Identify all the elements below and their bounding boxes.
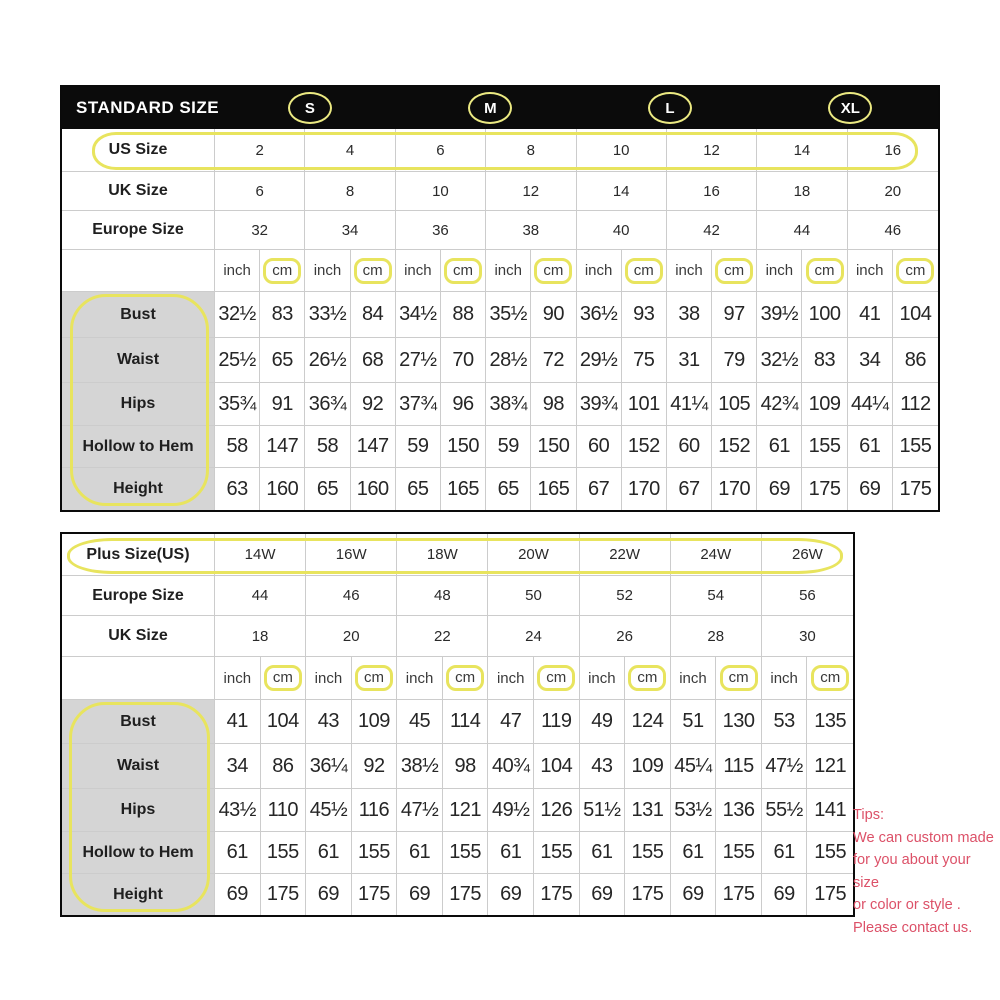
measure-value-cell: 130 [716,700,762,744]
measure-row-label: Hips [62,383,215,426]
size-value-cell: 16W [306,534,397,576]
cm-highlight-box: cm [263,258,301,284]
size-value-cell: 40 [577,211,667,250]
measure-value-cell: 165 [441,468,486,510]
size-row-label: Plus Size(US) [62,534,215,576]
measure-value-cell: 91 [260,383,305,426]
measure-value-cell: 152 [622,426,667,468]
measure-value-cell: 36¾ [305,383,350,426]
measure-value-cell: 59 [396,426,441,468]
size-value-cell: 12 [667,129,757,172]
unit-inch-cell: inch [580,657,626,700]
measure-value-cell: 47½ [762,744,808,789]
table-header-bar [62,87,938,129]
measure-value-cell: 175 [261,874,307,915]
measure-value-cell: 175 [534,874,580,915]
size-value-cell: 16 [667,172,757,211]
size-value-cell: 44 [757,211,847,250]
measure-row-label: Bust [62,292,215,338]
measure-value-cell: 119 [534,700,580,744]
size-letter-ellipse: S [288,92,332,124]
measure-value-cell: 51½ [580,789,626,832]
unit-row-spacer [62,657,215,700]
unit-cm-cell [260,250,305,292]
measure-value-cell: 155 [625,832,671,874]
size-value-cell: 46 [306,576,397,616]
size-value-cell: 20 [306,616,397,657]
unit-inch-cell: inch [762,657,808,700]
size-value-cell: 18 [215,616,306,657]
measure-value-cell: 40¾ [488,744,534,789]
measure-value-cell: 32½ [215,292,260,338]
measure-value-cell: 98 [443,744,489,789]
measure-value-cell: 60 [577,426,622,468]
measure-value-cell: 35½ [486,292,531,338]
measure-value-cell: 135 [807,700,853,744]
size-value-cell: 38 [486,211,576,250]
measure-value-cell: 53 [762,700,808,744]
measure-value-cell: 69 [306,874,352,915]
measure-value-cell: 37¾ [396,383,441,426]
measure-value-cell: 165 [531,468,576,510]
measure-value-cell: 72 [531,338,576,383]
measure-value-cell: 69 [848,468,893,510]
measure-value-cell: 31 [667,338,712,383]
measure-value-cell: 36¼ [306,744,352,789]
size-value-cell: 10 [396,172,486,211]
measure-value-cell: 155 [352,832,398,874]
size-row-label: US Size [62,129,215,172]
measure-value-cell: 86 [261,744,307,789]
cm-highlight-box: cm [355,665,393,691]
unit-cm-cell [712,250,757,292]
table-title: STANDARD SIZE [76,98,220,117]
measure-value-cell: 47 [488,700,534,744]
measure-value-cell: 170 [712,468,757,510]
measure-row-label: Hollow to Hem [62,426,215,468]
unit-inch-cell: inch [396,250,441,292]
cm-highlight-box: cm [537,665,575,691]
cm-highlight-box: cm [444,258,482,284]
unit-inch-cell: inch [215,250,260,292]
measure-value-cell: 96 [441,383,486,426]
size-value-cell: 4 [305,129,395,172]
unit-inch-cell: inch [577,250,622,292]
unit-inch-cell: inch [667,250,712,292]
measure-value-cell: 109 [802,383,847,426]
cm-highlight-box: cm [354,258,392,284]
measure-value-cell: 83 [802,338,847,383]
cm-highlight-box: cm [715,258,753,284]
measure-value-cell: 69 [580,874,626,915]
measure-value-cell: 69 [215,874,261,915]
unit-cm-cell [716,657,762,700]
unit-inch-cell: inch [397,657,443,700]
size-value-cell: 24W [671,534,762,576]
measure-value-cell: 92 [351,383,396,426]
size-value-cell: 2 [215,129,305,172]
measure-value-cell: 47½ [397,789,443,832]
measure-value-cell: 75 [622,338,667,383]
measure-value-cell: 25½ [215,338,260,383]
measure-value-cell: 61 [762,832,808,874]
unit-inch-cell: inch [671,657,717,700]
measure-value-cell: 152 [712,426,757,468]
measure-value-cell: 69 [488,874,534,915]
measure-value-cell: 58 [215,426,260,468]
measure-value-cell: 155 [802,426,847,468]
measure-value-cell: 43 [306,700,352,744]
tips-title: Tips: [853,807,885,823]
measure-value-cell: 42¾ [757,383,802,426]
measure-value-cell: 35¾ [215,383,260,426]
measure-value-cell: 43 [580,744,626,789]
measure-value-cell: 38¾ [486,383,531,426]
measure-value-cell: 83 [260,292,305,338]
unit-inch-cell: inch [757,250,802,292]
measure-value-cell: 61 [397,832,443,874]
measure-value-cell: 53½ [671,789,717,832]
size-letter-ellipse: M [468,92,512,124]
measure-value-cell: 155 [443,832,489,874]
measure-value-cell: 92 [352,744,398,789]
measure-row-label: Height [62,874,215,915]
size-value-cell: 26 [580,616,671,657]
size-value-cell: 14 [757,129,847,172]
unit-cm-cell [622,250,667,292]
measure-value-cell: 55½ [762,789,808,832]
measure-value-cell: 104 [261,700,307,744]
size-letter-ellipse: L [648,92,692,124]
measure-value-cell: 43½ [215,789,261,832]
tips-line: for you about your size [853,852,971,891]
size-row-label: Europe Size [62,211,215,250]
unit-row-spacer [62,250,215,292]
measure-value-cell: 69 [671,874,717,915]
cm-highlight-box: cm [264,665,302,691]
measure-value-cell: 67 [667,468,712,510]
size-value-cell: 54 [671,576,762,616]
unit-inch-cell: inch [306,657,352,700]
unit-inch-cell: inch [486,250,531,292]
measure-row-label: Bust [62,700,215,744]
size-value-cell: 18 [757,172,847,211]
measure-value-cell: 90 [531,292,576,338]
size-value-cell: 18W [397,534,488,576]
measure-value-cell: 61 [215,832,261,874]
measure-value-cell: 86 [893,338,938,383]
measure-value-cell: 39½ [757,292,802,338]
measure-value-cell: 116 [352,789,398,832]
measure-value-cell: 101 [622,383,667,426]
measure-value-cell: 27½ [396,338,441,383]
measure-value-cell: 155 [534,832,580,874]
measure-value-cell: 112 [893,383,938,426]
unit-cm-cell [443,657,489,700]
measure-value-cell: 45¼ [671,744,717,789]
size-value-cell: 8 [486,129,576,172]
measure-value-cell: 65 [260,338,305,383]
measure-value-cell: 93 [622,292,667,338]
measure-value-cell: 41 [215,700,261,744]
measure-value-cell: 175 [443,874,489,915]
measure-value-cell: 69 [762,874,808,915]
measure-value-cell: 110 [261,789,307,832]
measure-value-cell: 61 [580,832,626,874]
measure-value-cell: 61 [306,832,352,874]
measure-value-cell: 175 [802,468,847,510]
measure-value-cell: 38 [667,292,712,338]
measure-value-cell: 34 [848,338,893,383]
tips-line: or color or style . [853,897,961,913]
measure-value-cell: 97 [712,292,757,338]
measure-value-cell: 100 [802,292,847,338]
measure-value-cell: 104 [534,744,580,789]
cm-highlight-box: cm [625,258,663,284]
measure-row-label: Hips [62,789,215,832]
measure-value-cell: 147 [260,426,305,468]
measure-value-cell: 70 [441,338,486,383]
measure-value-cell: 44¼ [848,383,893,426]
measure-value-cell: 60 [667,426,712,468]
measure-row-label: Waist [62,744,215,789]
measure-value-cell: 105 [712,383,757,426]
size-value-cell: 14 [577,172,667,211]
size-value-cell: 36 [396,211,486,250]
measure-value-cell: 61 [671,832,717,874]
measure-value-cell: 147 [351,426,396,468]
measure-value-cell: 34½ [396,292,441,338]
measure-value-cell: 45 [397,700,443,744]
measure-value-cell: 65 [396,468,441,510]
unit-inch-cell: inch [488,657,534,700]
size-row-label: UK Size [62,172,215,211]
unit-cm-cell [807,657,853,700]
measure-value-cell: 45½ [306,789,352,832]
cm-highlight-box: cm [720,665,758,691]
unit-cm-cell [531,250,576,292]
measure-value-cell: 98 [531,383,576,426]
measure-value-cell: 131 [625,789,671,832]
measure-value-cell: 109 [352,700,398,744]
size-value-cell: 28 [671,616,762,657]
measure-value-cell: 150 [531,426,576,468]
unit-inch-cell: inch [848,250,893,292]
measure-value-cell: 79 [712,338,757,383]
measure-value-cell: 155 [893,426,938,468]
measure-value-cell: 26½ [305,338,350,383]
measure-value-cell: 51 [671,700,717,744]
size-value-cell: 10 [577,129,667,172]
cm-highlight-box: cm [446,665,484,691]
measure-value-cell: 160 [260,468,305,510]
measure-value-cell: 155 [807,832,853,874]
measure-value-cell: 175 [625,874,671,915]
size-value-cell: 56 [762,576,853,616]
size-value-cell: 20W [488,534,579,576]
measure-value-cell: 36½ [577,292,622,338]
size-letter-ellipse: XL [828,92,872,124]
measure-value-cell: 39¾ [577,383,622,426]
measure-value-cell: 175 [716,874,762,915]
unit-cm-cell [893,250,938,292]
size-value-cell: 52 [580,576,671,616]
measure-value-cell: 61 [488,832,534,874]
measure-value-cell: 155 [261,832,307,874]
cm-highlight-box: cm [806,258,844,284]
tips-line: We can custom made [853,829,994,846]
size-value-cell: 50 [488,576,579,616]
size-value-cell: 14W [215,534,306,576]
cm-highlight-box: cm [896,258,934,284]
size-value-cell: 26W [762,534,853,576]
measure-value-cell: 160 [351,468,396,510]
measure-row-label: Waist [62,338,215,383]
size-value-cell: 16 [848,129,938,172]
measure-value-cell: 175 [893,468,938,510]
measure-value-cell: 175 [352,874,398,915]
measure-value-cell: 126 [534,789,580,832]
measure-value-cell: 59 [486,426,531,468]
measure-value-cell: 104 [893,292,938,338]
unit-cm-cell [441,250,486,292]
unit-cm-cell [352,657,398,700]
size-value-cell: 46 [848,211,938,250]
measure-value-cell: 69 [397,874,443,915]
measure-value-cell: 38½ [397,744,443,789]
cm-highlight-box: cm [534,258,572,284]
measure-value-cell: 58 [305,426,350,468]
size-value-cell: 32 [215,211,305,250]
measure-value-cell: 63 [215,468,260,510]
measure-value-cell: 115 [716,744,762,789]
measure-value-cell: 68 [351,338,396,383]
size-value-cell: 20 [848,172,938,211]
unit-cm-cell [534,657,580,700]
measure-value-cell: 155 [716,832,762,874]
unit-cm-cell [261,657,307,700]
size-value-cell: 22W [580,534,671,576]
plus-size-table [60,532,855,917]
measure-value-cell: 28½ [486,338,531,383]
measure-value-cell: 29½ [577,338,622,383]
measure-value-cell: 49 [580,700,626,744]
measure-value-cell: 41¼ [667,383,712,426]
measure-value-cell: 84 [351,292,396,338]
measure-value-cell: 141 [807,789,853,832]
measure-value-cell: 114 [443,700,489,744]
measure-value-cell: 41 [848,292,893,338]
measure-value-cell: 34 [215,744,261,789]
unit-inch-cell: inch [305,250,350,292]
size-value-cell: 44 [215,576,306,616]
measure-value-cell: 124 [625,700,671,744]
size-value-cell: 24 [488,616,579,657]
unit-cm-cell [625,657,671,700]
measure-value-cell: 170 [622,468,667,510]
measure-value-cell: 65 [305,468,350,510]
measure-value-cell: 88 [441,292,486,338]
size-row-label: Europe Size [62,576,215,616]
measure-value-cell: 175 [807,874,853,915]
unit-cm-cell [351,250,396,292]
measure-value-cell: 150 [441,426,486,468]
size-value-cell: 34 [305,211,395,250]
unit-inch-cell: inch [215,657,261,700]
measure-value-cell: 136 [716,789,762,832]
cm-highlight-box: cm [811,665,849,691]
measure-value-cell: 121 [807,744,853,789]
measure-value-cell: 67 [577,468,622,510]
measure-value-cell: 69 [757,468,802,510]
measure-value-cell: 61 [757,426,802,468]
size-value-cell: 6 [396,129,486,172]
measure-value-cell: 49½ [488,789,534,832]
standard-size-table [60,85,940,512]
unit-cm-cell [802,250,847,292]
size-value-cell: 8 [305,172,395,211]
measure-row-label: Hollow to Hem [62,832,215,874]
size-value-cell: 22 [397,616,488,657]
tips-line: Please contact us. [853,919,973,936]
measure-value-cell: 61 [848,426,893,468]
size-value-cell: 30 [762,616,853,657]
measure-value-cell: 65 [486,468,531,510]
size-value-cell: 48 [397,576,488,616]
measure-value-cell: 121 [443,789,489,832]
cm-highlight-box: cm [628,665,666,691]
measure-value-cell: 109 [625,744,671,789]
size-value-cell: 12 [486,172,576,211]
size-row-label: UK Size [62,616,215,657]
size-value-cell: 6 [215,172,305,211]
measure-row-label: Height [62,468,215,510]
measure-value-cell: 33½ [305,292,350,338]
tips-note [853,804,999,939]
size-value-cell: 42 [667,211,757,250]
measure-value-cell: 32½ [757,338,802,383]
